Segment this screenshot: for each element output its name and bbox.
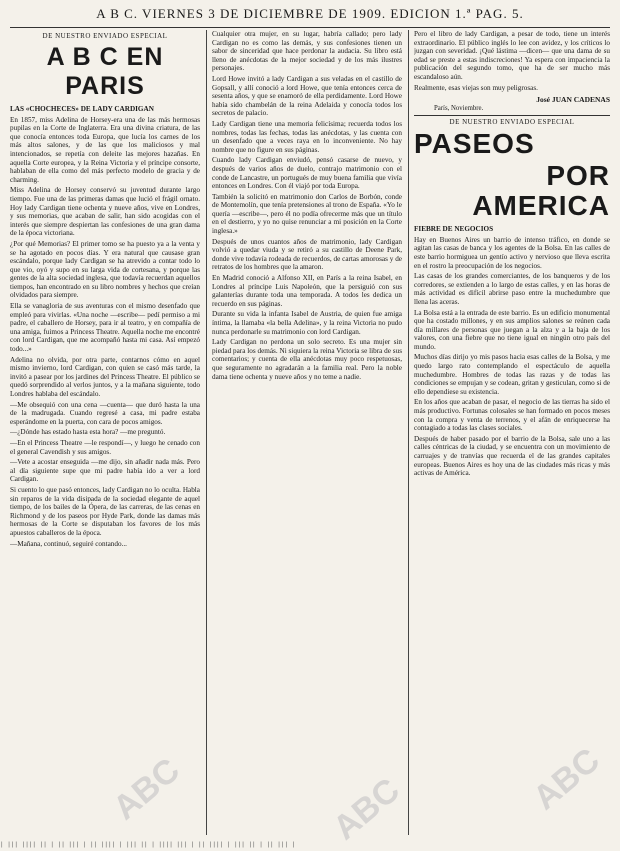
middle-paragraph: Durante su vida la infanta Isabel de Austria, de quien fue amiga íntima, la llamaba «la bella Adelina», y la reina Victoria no pudo nunca perdonarle su matrimonio con lord Cardigan. bbox=[212, 310, 402, 336]
left-paragraph: Miss Adelina de Horsey conservó su juventud durante largo tiempo. Fue una de las primeras damas que lució el frágil ornato. Hoy lady Cardigan tiene ochenta y nueve años, vive en Londres, y sus memorias, que acaban de salir, han sido acogidas con el interés que siempre despiertan las confesiones de una gran dama de la época victoriana. bbox=[10, 186, 200, 238]
section-lead: FIEBRE DE NEGOCIOS bbox=[414, 225, 494, 234]
left-paragraph: —¿Dónde has estado hasta esta hora? —me preguntó. bbox=[10, 428, 166, 437]
article-lead-caps: LAS «CHOCHECES» DE LADY CARDIGAN bbox=[10, 105, 154, 113]
middle-paragraph: En Madrid conoció a Alfonso XII, en París a la reina Isabel, en Londres al príncipe Luis Napoleón, que la persiguió con sus galanterías durante toda una temporada. A todos les dedica un recuerdo en sus páginas. bbox=[212, 274, 402, 308]
left-column bbox=[10, 30, 200, 835]
author-signature: José JUAN CADENAS bbox=[536, 95, 610, 105]
right-top-paragraph: Pero el libro de lady Cardigan, a pesar de todo, tiene un interés extraordinario. El público inglés lo lee con avidez, y los críticos lo juzgan con severidad. ¡Qué lástima —dicen— que una dama de su edad se preste a estas indiscreciones! Ya espera con impaciencia la publicación del segundo tomo, que ha de ser mucho más escandaloso aún. bbox=[414, 30, 610, 81]
right-paragraph: Las casas de los grandes comerciantes, de los banqueros y de los corredores, se extienden a lo largo de estas calles, y en las horas de más actividad es difícil abrirse paso entre la muchedumbre que llena las aceras. bbox=[414, 272, 610, 306]
right-top-paragraph: Realmente, esas viejas son muy peligrosas. bbox=[414, 83, 538, 92]
page-header: A B C. VIERNES 3 DE DICIEMBRE DE 1909. EDICION 1.ª PAG. 5. bbox=[96, 6, 524, 21]
left-paragraph: —Mañana, continuó, seguiré contando... bbox=[10, 539, 127, 548]
middle-paragraph: Cuando lady Cardigan enviudó, pensó casarse de nuevo, y después de varios años de duelo, contrajo matrimonio con el conde de Lancastre, un portugués de muy buena familia que vivía entonces en Londres. Con él viajó por toda Europa. bbox=[212, 156, 402, 191]
section-rule bbox=[414, 115, 610, 116]
middle-paragraph: Después de unos cuantos años de matrimonio, lady Cardigan volvió a quedar viuda y se retiró a su castillo de Deene Park, donde vive todavía rodeada de recuerdos, de cartas amorosas y de retratos de los hombres que la amaron. bbox=[212, 237, 402, 272]
left-paragraph: Si cuento lo que pasó entonces, lady Cardigan no lo oculta. Habla sin reparos de la vida disipada de la sociedad elegante de aquel tiempo, de los bailes de la Ópera, de las carreras, de las cenas en Richmond y de los paseos por Hyde Park, donde las damas más hermosas de la Corte se disputaban los favores de los más apuestos caballeros de la época. bbox=[10, 485, 200, 537]
column-divider bbox=[206, 30, 207, 835]
right-paragraph: Después de haber pasado por el barrio de la Bolsa, sale uno a las calles céntricas de la ciudad, y se encuentra con un movimiento de carruajes y de tranvías que recuerda el de las grandes capitales europeas. Buenos Aires es hoy una de las ciudades más ricas y más activas de América. bbox=[414, 434, 610, 478]
watermark-logo: ABC bbox=[526, 740, 607, 818]
header-rule bbox=[10, 27, 610, 28]
dateline: París, Noviembre. bbox=[434, 105, 484, 113]
scan-edge-strip: | ||| |||| || | || ||| | || |||| | ||| || | |||| ||| | || |||| | ||| || | || ||| | bbox=[0, 841, 296, 848]
article-title-2-line2: POR AMERICA bbox=[472, 160, 610, 222]
left-paragraph: —Vete a acostar enseguida —me dijo, sin añadir nada más. Pero al día siguiente supe que mi padre había ido a ver a lord Cardigan. bbox=[10, 458, 200, 484]
right-paragraph: Muchos días dirijo yo mis pasos hacia esas calles de la Bolsa, y me quedo largo rato contemplando el espectáculo de aquella muchedumbre. Hombres de todas las razas y de todas las condiciones se empujan y se codean, gritan y gesticulan, como si de ello dependiese su existencia. bbox=[414, 353, 610, 396]
left-paragraph: Ella se vanagloria de sus aventuras con el mismo desenfado que empleó para vivirlas. «Una noche —escribe— pedí permiso a mi padre, el caballero de Horsey, para ir al teatro, y en compañía de una amiga, fuimos a Princess Theatre. Aquella noche me encontré con lord Cardigan, que me acompañó hasta mi casa. Así empezó todo...» bbox=[10, 302, 200, 354]
middle-paragraph: Lady Cardigan no perdona un solo secreto. Es una mujer sin piedad para los demás. Ni siquiera la reina Victoria se libra de sus comentarios; y cuenta de ella anécdotas muy poco respetuosas, que seguramente no agradarán a la familia real. Pero la noble dama tiene ochenta y nueve años y no teme a nadie. bbox=[212, 338, 402, 381]
middle-paragraph: Lady Cardigan tiene una memoria felicísima; recuerda todos los nombres, todas las fechas, todas las anécdotas, y las cuenta con un desenfado que a veces raya en lo inconveniente. No hay nombre que no figure en sus páginas. bbox=[212, 119, 402, 154]
left-paragraph: —En el Princess Theatre —le respondí—, y luego he cenado con el general Cavendish y sus amigos. bbox=[10, 438, 200, 456]
left-paragraph: Adelina no olvida, por otra parte, contarnos cómo en aquel mismo invierno, lord Cardigan, con quien se casó más tarde, la invitó a pasear por los jardines del Princess Theatre. El público se quedó sorprendido al verlos juntos, y a la mañana siguiente, todo Londres hablaba del escándalo. bbox=[10, 355, 200, 398]
left-kicker: DE NUESTRO ENVIADO ESPECIAL bbox=[42, 32, 168, 40]
right-paragraph: En los años que acaban de pasar, el negocio de las tierras ha sido el más productivo. Fortunas colosales se han formado en pocos meses con la compra y venta de terrenos, y el afán de enriquecerse ha contagiado a todas las clases sociales. bbox=[414, 398, 610, 433]
article-title: A B C EN PARIS bbox=[46, 43, 164, 100]
watermark-logo: ABC bbox=[106, 750, 187, 828]
right-kicker: DE NUESTRO ENVIADO ESPECIAL bbox=[449, 118, 575, 127]
right-paragraph: La Bolsa está a la entrada de este barrio. Es un edificio monumental que ha costado millones, y en sus amplios salones se reúnen cada día millares de personas que juegan a la alza y a la baja de los valores, con una fiebre que no tiene igual en ningún otro país del mundo. bbox=[414, 308, 610, 351]
left-paragraph: —Me obsequió con una cena —cuenta— que duró hasta la una de la madrugada. Cuando regresé a casa, mi padre estaba esperándome en la puerta, con cara de pocos amigos. bbox=[10, 400, 200, 426]
middle-column bbox=[212, 30, 402, 835]
watermark-logo: ABC bbox=[326, 770, 407, 848]
article-title-2-line1: PASEOS bbox=[414, 128, 535, 160]
left-paragraph: ¿Por qué Memorias? El primer tomo se ha puesto ya a la venta y se ha agotado en pocos días. Y era natural que causase gran escándalo, porque lady Cardigan se ha atrevido a contar todo lo que vio, oyó y supo en su larga vida de cortesana, y porque las gentes de la alta sociedad inglesa, que todavía recuerdan aquellos tiempos, han encontrado en su libro nombres y hechos que creían olvidados para siempre. bbox=[10, 239, 200, 300]
middle-paragraph: Cualquier otra mujer, en su lugar, habría callado; pero lady Cardigan no es como las demás, y sus confesiones tienen un sabor de sinceridad que hace perdonar la audacia. Su libro está lleno de anécdotas de la mejor sociedad y de los más ilustres personajes. bbox=[212, 30, 402, 73]
middle-paragraph: Lord Howe invitó a lady Cardigan a sus veladas en el castillo de Gopsall, y allí conoció a lord Howe, que tenía entonces cerca de sesenta años, y que se enamoró de ella perdidamente. Lord Howe había sido chambelán de la reina Adelaida y conocía todos los secretos de palacio. bbox=[212, 74, 402, 118]
middle-paragraph: También la solicitó en matrimonio don Carlos de Borbón, conde de Montemolín, que tenía pretensiones al trono de España. «Yo le quería —escribe—, pero él no podía ofrecerme más que un título en el destierro, y yo no quise renunciar a mi posición en la Corte inglesa.» bbox=[212, 192, 402, 236]
right-paragraph: Hay en Buenos Aires un barrio de intenso tráfico, en donde se agitan las casas de banca y los agentes de la Bolsa. En las calles de este barrio hormiguea un gentío activo y nervioso que lleva escrita en el rostro la preocupación de los negocios. bbox=[414, 235, 610, 270]
right-column bbox=[414, 30, 610, 835]
column-divider bbox=[408, 30, 409, 835]
left-paragraph: En 1857, miss Adelina de Horsey-era una de las más hermosas pupilas en la Corte de Inglaterra. Era una divina criatura, de las que conocía entonces toda Europa, que lucía los carnes de los más altos salones, y de las que los maliciosos y mal intencionados, se repetía con deleite las mejores hazañas. En aquella Corte europea, y la Reina Victoria y el príncipe consorte, hablaban de ella como del más perfecto modelo de gracia y de charming. bbox=[10, 115, 200, 184]
